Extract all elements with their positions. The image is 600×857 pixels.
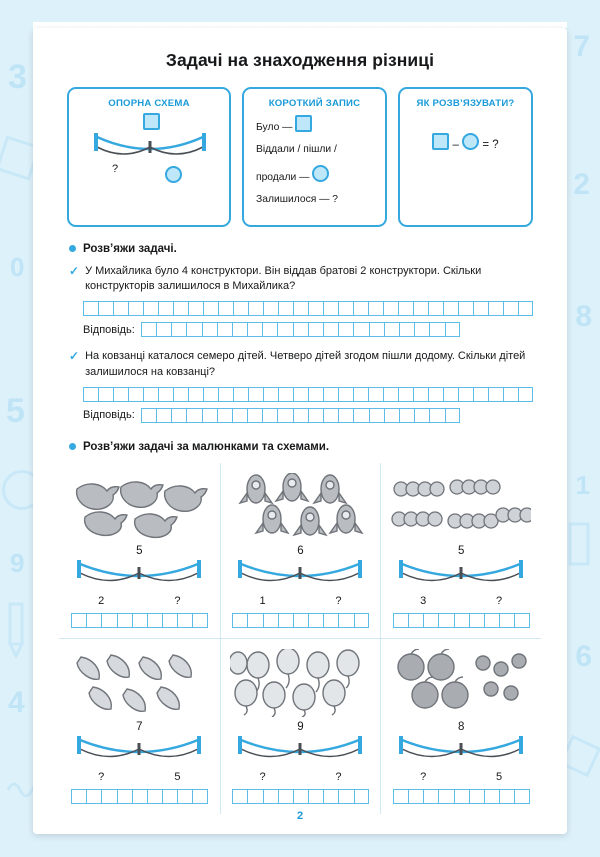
writing-cell[interactable] <box>414 408 429 423</box>
writing-cell[interactable] <box>368 301 383 316</box>
deco-digit: 8 <box>575 300 592 333</box>
writing-cell[interactable] <box>98 301 113 316</box>
part-label-right: 5 <box>496 771 503 784</box>
part-label-left: ? <box>259 771 266 784</box>
writing-cell[interactable] <box>384 322 399 337</box>
writing-cell[interactable] <box>248 301 263 316</box>
writing-cell[interactable] <box>177 789 192 804</box>
writing-cell[interactable] <box>173 387 188 402</box>
short-note-text: Віддали / пішли / <box>256 143 337 155</box>
part-label-right: 5 <box>174 771 181 784</box>
writing-cell[interactable] <box>248 387 263 402</box>
picture-task-cell <box>59 638 220 814</box>
picture-answer-grid[interactable] <box>385 613 537 628</box>
banana-icon <box>63 647 216 719</box>
writing-cell[interactable] <box>218 301 233 316</box>
writing-cell[interactable] <box>484 789 499 804</box>
writing-cell[interactable] <box>353 387 368 402</box>
writing-cell[interactable] <box>399 408 414 423</box>
writing-cell[interactable] <box>263 387 278 402</box>
picture-task-cell <box>59 463 220 638</box>
writing-cell[interactable] <box>86 613 101 628</box>
writing-cell[interactable] <box>293 408 308 423</box>
part-label-left: ? <box>420 771 427 784</box>
writing-cell[interactable] <box>308 613 323 628</box>
writing-cell[interactable] <box>514 613 529 628</box>
info-box-heading: ЯК РОЗВ’ЯЗУВАТИ? <box>416 98 515 109</box>
short-note-line-2 <box>256 143 375 158</box>
page-title: Задачі на знаходження різниці <box>165 50 435 70</box>
writing-cell[interactable] <box>247 789 262 804</box>
writing-cell[interactable] <box>473 301 488 316</box>
writing-cell[interactable] <box>393 789 408 804</box>
picture-total-number: 7 <box>136 721 143 734</box>
writing-cell[interactable] <box>293 387 308 402</box>
writing-cell[interactable] <box>443 387 458 402</box>
writing-cell[interactable] <box>429 322 444 337</box>
picture-answer-grid[interactable] <box>385 789 537 804</box>
writing-cell[interactable] <box>293 789 308 804</box>
picture-task-cell <box>380 463 541 638</box>
writing-cell[interactable] <box>293 301 308 316</box>
writing-cell[interactable] <box>233 301 248 316</box>
writing-cell[interactable] <box>263 613 278 628</box>
writing-cell[interactable] <box>338 322 353 337</box>
task-item <box>33 264 567 338</box>
writing-cell[interactable] <box>117 789 132 804</box>
writing-cell[interactable] <box>408 789 423 804</box>
short-note-line-4: Залишилося — ? <box>256 193 339 205</box>
deco-digit: 0 <box>10 252 25 282</box>
note-square-icon <box>295 115 312 132</box>
picture-total-number: 9 <box>297 721 304 734</box>
task-work-grid[interactable] <box>83 387 533 402</box>
writing-cell[interactable] <box>247 322 262 337</box>
writing-cell[interactable] <box>323 387 338 402</box>
writing-cell[interactable] <box>278 613 293 628</box>
picture-scheme <box>385 734 537 774</box>
writing-cell[interactable] <box>188 301 203 316</box>
section-heading-text: Розв’яжи задачі за малюнками та схемами. <box>83 440 330 453</box>
writing-cell[interactable] <box>398 301 413 316</box>
writing-cell[interactable] <box>323 613 338 628</box>
writing-cell[interactable] <box>278 789 293 804</box>
part-label-left: 1 <box>259 594 266 607</box>
writing-cell[interactable] <box>454 613 469 628</box>
writing-cell[interactable] <box>369 408 384 423</box>
writing-cell[interactable] <box>141 408 156 423</box>
writing-cell[interactable] <box>98 387 113 402</box>
writing-cell[interactable] <box>147 613 162 628</box>
worksheet-page <box>33 28 567 834</box>
writing-cell[interactable] <box>438 789 453 804</box>
writing-cell[interactable] <box>338 408 353 423</box>
writing-cell[interactable] <box>353 408 368 423</box>
writing-cell[interactable] <box>399 322 414 337</box>
writing-cell[interactable] <box>203 301 218 316</box>
deco-ruler-icon <box>564 520 598 566</box>
check-icon: ✓ <box>69 349 80 364</box>
writing-cell[interactable] <box>458 387 473 402</box>
task-text-row <box>69 264 533 295</box>
writing-cell[interactable] <box>128 301 143 316</box>
writing-cell[interactable] <box>203 387 218 402</box>
writing-cell[interactable] <box>71 789 86 804</box>
equation-result: = ? <box>482 139 499 151</box>
writing-cell[interactable] <box>232 789 247 804</box>
info-box-heading: ОПОРНА СХЕМА <box>108 98 190 109</box>
scheme-bracket-icon <box>74 558 204 592</box>
writing-cell[interactable] <box>429 408 444 423</box>
scheme-circle-icon <box>165 166 182 183</box>
task-answer-row <box>83 408 533 423</box>
picture-scheme <box>63 734 216 774</box>
support-scheme-drawing <box>69 113 229 189</box>
how-to-solve-equation <box>400 115 531 151</box>
section-heading-picture-tasks <box>33 441 567 453</box>
picture-scheme <box>225 558 377 598</box>
balloon-icon <box>225 647 377 719</box>
writing-cell[interactable] <box>338 387 353 402</box>
writing-cell[interactable] <box>128 387 143 402</box>
writing-cell[interactable] <box>383 387 398 402</box>
dolphin-icon <box>63 471 216 543</box>
writing-cell[interactable] <box>473 387 488 402</box>
task-work-grid[interactable] <box>83 301 533 316</box>
writing-cell[interactable] <box>143 301 158 316</box>
page-number: 2 <box>296 810 304 822</box>
writing-cell[interactable] <box>202 408 217 423</box>
picture-answer-grid[interactable] <box>63 789 216 804</box>
picture-total-number: 8 <box>457 721 465 734</box>
writing-cell[interactable] <box>445 408 460 423</box>
writing-cell[interactable] <box>293 322 308 337</box>
writing-cell[interactable] <box>354 613 369 628</box>
info-box-how-to-solve <box>398 87 533 227</box>
writing-cell[interactable] <box>247 408 262 423</box>
picture-task-cell <box>380 638 541 814</box>
writing-cell[interactable] <box>132 613 147 628</box>
picture-total-number: 6 <box>297 544 304 557</box>
bullet-dot-icon <box>69 245 76 252</box>
deco-digit: 7 <box>573 30 590 63</box>
scheme-bracket-icon <box>74 734 204 768</box>
writing-cell[interactable] <box>71 613 86 628</box>
rocket-icon <box>225 471 377 543</box>
writing-cell[interactable] <box>354 789 369 804</box>
writing-cell[interactable] <box>86 789 101 804</box>
writing-cell[interactable] <box>158 301 173 316</box>
writing-cell[interactable] <box>503 301 518 316</box>
writing-cell[interactable] <box>338 789 353 804</box>
writing-cell[interactable] <box>177 613 192 628</box>
scheme-bracket-icon <box>235 734 365 768</box>
picture-total-number: 5 <box>457 544 465 557</box>
part-label-left: 2 <box>98 594 105 607</box>
part-label-left: 3 <box>420 594 427 607</box>
writing-cell[interactable] <box>83 301 98 316</box>
writing-cell[interactable] <box>101 613 116 628</box>
writing-cell[interactable] <box>186 408 201 423</box>
writing-cell[interactable] <box>156 408 171 423</box>
writing-cell[interactable] <box>428 301 443 316</box>
task-text: У Михайлика було 4 конструктори. Він віддав братові 2 конструктори. Скільки конструкторів залишилося в Михайлика? <box>85 264 482 293</box>
deco-digit: 4 <box>8 686 25 719</box>
picture-scheme <box>385 558 537 598</box>
scheme-bracket-icon <box>91 131 209 165</box>
picture-answer-grid[interactable] <box>225 789 377 804</box>
apple-icon <box>385 647 537 719</box>
writing-cell[interactable] <box>423 613 438 628</box>
equation-minus-sign: – <box>452 139 459 151</box>
short-note-text: Було — <box>256 122 293 133</box>
writing-cell[interactable] <box>518 301 533 316</box>
writing-cell[interactable] <box>308 387 323 402</box>
writing-cell[interactable] <box>413 387 428 402</box>
writing-cell[interactable] <box>458 301 473 316</box>
writing-cell[interactable] <box>484 613 499 628</box>
writing-cell[interactable] <box>132 789 147 804</box>
picture-task-grid <box>33 463 567 814</box>
writing-cell[interactable] <box>218 387 233 402</box>
picture-total-number: 5 <box>136 544 143 557</box>
writing-cell[interactable] <box>233 387 248 402</box>
scheme-bracket-icon <box>235 558 365 592</box>
writing-cell[interactable] <box>503 387 518 402</box>
writing-cell[interactable] <box>277 408 292 423</box>
writing-cell[interactable] <box>232 613 247 628</box>
scheme-bracket-icon <box>396 558 526 592</box>
writing-cell[interactable] <box>488 387 503 402</box>
answer-label: Відповідь: <box>83 323 135 336</box>
writing-cell[interactable] <box>262 322 277 337</box>
picture-task-cell <box>220 463 381 638</box>
deco-digit: 3 <box>8 58 27 96</box>
bullet-dot-icon <box>69 443 76 450</box>
writing-cell[interactable] <box>308 301 323 316</box>
writing-cell[interactable] <box>499 613 514 628</box>
task-answer-row <box>83 322 533 337</box>
writing-cell[interactable] <box>445 322 460 337</box>
writing-cell[interactable] <box>338 613 353 628</box>
writing-cell[interactable] <box>423 789 438 804</box>
writing-cell[interactable] <box>162 789 177 804</box>
writing-cell[interactable] <box>338 301 353 316</box>
picture-scheme <box>225 734 377 774</box>
part-label-left: ? <box>98 771 105 784</box>
writing-cell[interactable] <box>308 322 323 337</box>
deco-digit: 5 <box>6 392 25 430</box>
caterpillar-icon <box>385 471 537 543</box>
deco-digit: 1 <box>575 470 590 500</box>
writing-cell[interactable] <box>262 408 277 423</box>
writing-cell[interactable] <box>413 301 428 316</box>
scheme-question-mark: ? <box>112 163 119 175</box>
equation-circle-icon <box>462 133 479 150</box>
writing-cell[interactable] <box>488 301 503 316</box>
writing-cell[interactable] <box>141 322 156 337</box>
equation-square-icon <box>432 133 449 150</box>
part-label-right: ? <box>335 771 342 784</box>
writing-cell[interactable] <box>171 322 186 337</box>
task-answer-grid[interactable] <box>141 322 460 337</box>
deco-digit: 2 <box>573 168 590 201</box>
task-text-row <box>69 349 533 380</box>
writing-cell[interactable] <box>217 408 232 423</box>
writing-cell[interactable] <box>469 613 484 628</box>
writing-cell[interactable] <box>518 387 533 402</box>
writing-cell[interactable] <box>438 613 453 628</box>
writing-cell[interactable] <box>469 789 484 804</box>
short-note-text: продали — <box>256 171 310 183</box>
scheme-bracket-icon <box>396 734 526 768</box>
picture-answer-grid[interactable] <box>63 613 216 628</box>
writing-cell[interactable] <box>323 408 338 423</box>
writing-cell[interactable] <box>323 322 338 337</box>
writing-cell[interactable] <box>162 613 177 628</box>
task-text: На ковзанці каталося семеро дітей. Четверо дітей згодом пішли додому. Скільки дітей залишилося на ковзанці? <box>85 350 526 378</box>
part-label-right: ? <box>496 594 503 607</box>
writing-cell[interactable] <box>408 613 423 628</box>
writing-cell[interactable] <box>308 789 323 804</box>
task-answer-grid[interactable] <box>141 408 460 423</box>
writing-cell[interactable] <box>398 387 413 402</box>
info-box-short-note <box>242 87 387 227</box>
picture-task-cell <box>220 638 381 814</box>
writing-cell[interactable] <box>117 613 132 628</box>
section-heading-solve-tasks <box>33 243 567 255</box>
short-note-line-1 <box>256 115 375 136</box>
writing-cell[interactable] <box>113 301 128 316</box>
writing-cell[interactable] <box>83 387 98 402</box>
writing-cell[interactable] <box>188 387 203 402</box>
writing-cell[interactable] <box>323 301 338 316</box>
short-note-line-3 <box>256 165 375 186</box>
deco-pencil-icon <box>2 600 32 660</box>
writing-cell[interactable] <box>428 387 443 402</box>
writing-cell[interactable] <box>278 301 293 316</box>
writing-cell[interactable] <box>192 789 207 804</box>
deco-digit: 6 <box>575 640 592 673</box>
part-label-right: ? <box>335 594 342 607</box>
writing-cell[interactable] <box>247 613 262 628</box>
writing-cell[interactable] <box>384 408 399 423</box>
writing-cell[interactable] <box>186 322 201 337</box>
writing-cell[interactable] <box>202 322 217 337</box>
task-item <box>33 349 567 423</box>
writing-cell[interactable] <box>101 789 116 804</box>
writing-cell[interactable] <box>278 387 293 402</box>
writing-cell[interactable] <box>143 387 158 402</box>
writing-cell[interactable] <box>323 789 338 804</box>
writing-cell[interactable] <box>383 301 398 316</box>
writing-cell[interactable] <box>147 789 162 804</box>
info-box-support-scheme <box>67 87 231 227</box>
writing-cell[interactable] <box>156 322 171 337</box>
check-icon: ✓ <box>69 263 80 278</box>
writing-cell[interactable] <box>232 408 247 423</box>
writing-cell[interactable] <box>393 613 408 628</box>
scheme-square-icon <box>143 113 160 130</box>
section-heading-text: Розв’яжи задачі. <box>83 242 177 255</box>
writing-cell[interactable] <box>158 387 173 402</box>
part-label-right: ? <box>174 594 181 607</box>
writing-cell[interactable] <box>171 408 186 423</box>
info-boxes <box>33 87 567 227</box>
writing-cell[interactable] <box>308 408 323 423</box>
writing-cell[interactable] <box>293 613 308 628</box>
writing-cell[interactable] <box>263 301 278 316</box>
writing-cell[interactable] <box>443 301 458 316</box>
answer-label: Відповідь: <box>83 409 135 422</box>
writing-cell[interactable] <box>113 387 128 402</box>
writing-cell[interactable] <box>232 322 247 337</box>
picture-answer-grid[interactable] <box>225 613 377 628</box>
writing-cell[interactable] <box>353 301 368 316</box>
short-note-lines <box>244 115 385 225</box>
picture-scheme <box>63 558 216 598</box>
writing-cell[interactable] <box>173 301 188 316</box>
note-circle-icon <box>312 165 329 182</box>
writing-cell[interactable] <box>414 322 429 337</box>
writing-cell[interactable] <box>277 322 292 337</box>
info-box-heading: КОРОТКИЙ ЗАПИС <box>268 98 361 109</box>
writing-cell[interactable] <box>514 789 529 804</box>
writing-cell[interactable] <box>454 789 469 804</box>
writing-cell[interactable] <box>353 322 368 337</box>
writing-cell[interactable] <box>368 387 383 402</box>
writing-cell[interactable] <box>217 322 232 337</box>
writing-cell[interactable] <box>499 789 514 804</box>
writing-cell[interactable] <box>369 322 384 337</box>
writing-cell[interactable] <box>192 613 207 628</box>
writing-cell[interactable] <box>263 789 278 804</box>
deco-digit: 9 <box>10 548 25 578</box>
